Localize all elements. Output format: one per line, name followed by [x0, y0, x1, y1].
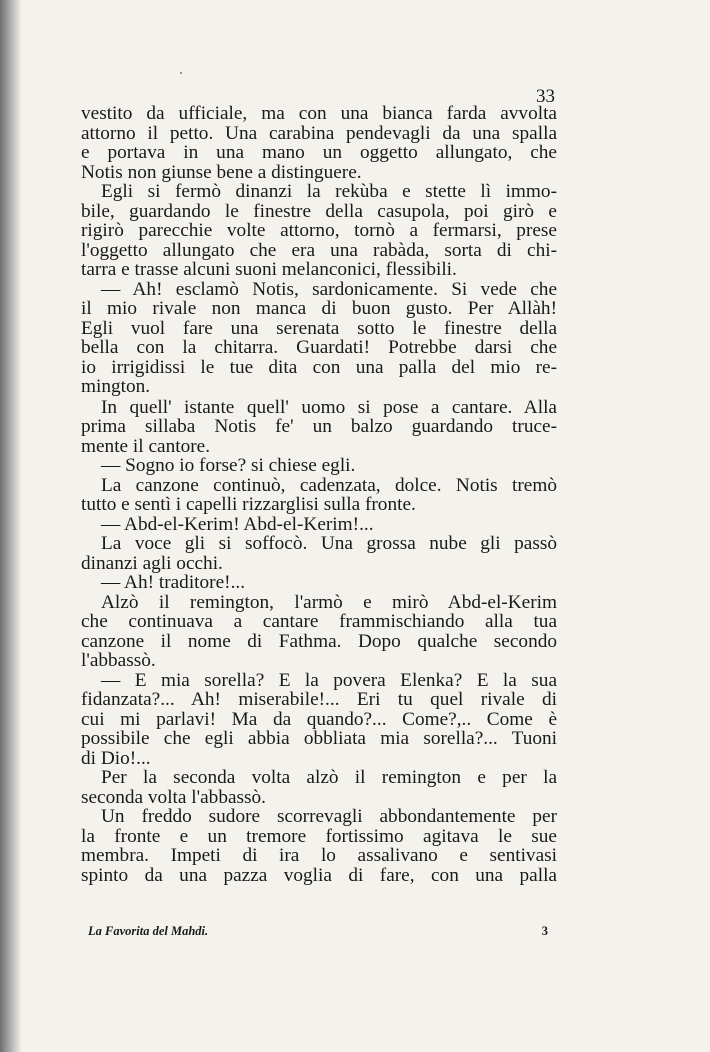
signature-mark: 3	[541, 924, 548, 938]
text-line: possibile che egli abbia obbliata mia sorella?... Tuoni	[81, 728, 557, 749]
text-line: In quell' istante quell' uomo si pose a cantare. Alla	[101, 396, 557, 418]
text-line: cui mi parlavi! Ma da quando?... Come?,.. Come è	[81, 708, 557, 730]
page-number: 33	[536, 86, 555, 107]
text-line: — Ah! esclamò Notis, sardonicamente. Si vede che	[101, 278, 557, 300]
paper-speck	[180, 72, 182, 74]
text-line: e portava in una mano un oggetto allungato, che	[81, 142, 557, 163]
text-line: mente il cantore.	[81, 435, 211, 457]
text-line: spinto da una pazza voglia di fare, con una palla	[81, 864, 557, 886]
running-footer	[88, 924, 554, 939]
text-line: Notis non giunse bene a distinguere.	[81, 161, 362, 183]
text-line: fidanzata?... Ah! miserabile!... Eri tu quel rivale di	[81, 689, 557, 710]
text-line: Alzò il remington, l'armò e mirò Abd-el-Kerim	[101, 591, 557, 613]
text-line: l'abbassò.	[81, 650, 156, 671]
text-line: Un freddo sudore scorrevagli abbondantemente per	[101, 806, 557, 827]
text-line: Egli vuol fare una serenata sotto le finestre della	[81, 317, 557, 339]
text-line: di Dio!...	[81, 747, 151, 769]
text-line: rigirò parecchie volte attorno, tornò a fermarsi, prese	[81, 220, 557, 241]
text-line: bile, guardando le finestre della casupola, poi girò e	[81, 200, 557, 222]
text-line: seconda volta l'abbassò.	[81, 786, 266, 808]
text-line: dinanzi agli occhi.	[81, 552, 223, 574]
text-line: che continuava a cantare frammischiando alla tua	[81, 611, 557, 632]
text-line: canzone il nome di Fathma. Dopo qualche secondo	[81, 630, 557, 652]
body-text	[81, 104, 557, 885]
text-line: la fronte e un tremore fortissimo agitava le sue	[81, 825, 557, 847]
text-line: tarra e trasse alcuni suoni melanconici, flessibili.	[81, 259, 457, 280]
text-line: Per la seconda volta alzò il remington e per la	[101, 767, 557, 788]
text-line: — E mia sorella? E la povera Elenka? E la sua	[101, 669, 557, 691]
text-line: il mio rivale non manca di buon gusto. Per Allàh!	[81, 298, 557, 319]
text-line: l'oggetto allungato che era una rabàda, sorta di chi-	[81, 239, 557, 261]
scan-binding-shadow	[0, 0, 22, 1052]
text-line: La voce gli si soffocò. Una grossa nube gli passò	[101, 533, 557, 554]
text-line: — Sogno io forse? si chiese egli.	[101, 455, 356, 476]
text-line: io irrigidissi le tue dita con una palla del mio re-	[81, 356, 557, 378]
text-line: vestito da ufficiale, ma con una bianca farda avvolta	[81, 103, 557, 124]
text-line: attorno il petto. Una carabina pendevagli da una spalla	[81, 122, 557, 144]
text-line: membra. Impeti di ira lo assalivano e sentivasi	[81, 845, 557, 866]
text-line: bella con la chitarra. Guardati! Potrebbe darsi che	[81, 337, 557, 358]
text-line: La canzone continuò, cadenzata, dolce. Notis tremò	[101, 474, 557, 496]
text-line: prima sillaba Notis fe' un balzo guardando truce-	[81, 416, 557, 437]
text-line: tutto e sentì i capelli rizzarglisi sulla fronte.	[81, 494, 416, 515]
text-line: — Ah! traditore!...	[101, 572, 246, 593]
text-line: — Abd-el-Kerim! Abd-el-Kerim!...	[101, 513, 374, 535]
text-line: Egli si fermò dinanzi la rekùba e stette lì immo-	[101, 181, 557, 202]
book-title: La Favorita del Mahdi.	[88, 924, 209, 938]
text-line: mington.	[81, 376, 151, 397]
